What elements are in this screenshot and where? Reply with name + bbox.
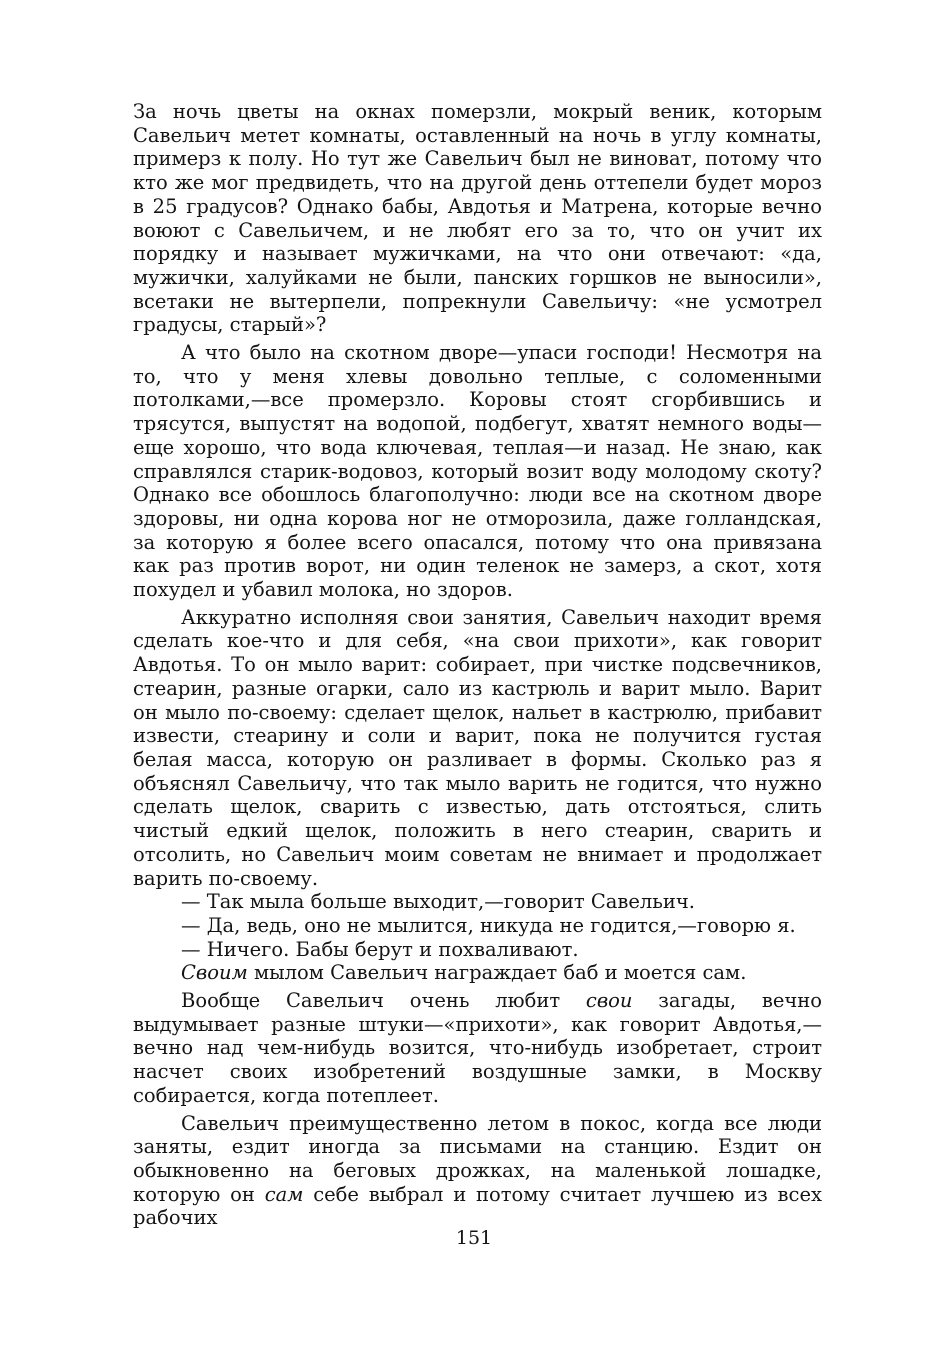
paragraph-cattle-yard: А что было на скотном дворе—упаси господи! Несмотря на то, что у меня хлевы довольно теплые, с соломенными потолками,—все промерзло. Коровы стоят сгорбившись и трясутся, выпустят на водопой, подбегут, хватят немного воды—еще хорошо, что вода ключевая, теплая—и назад. Не знаю, как справлялся старик-водовоз, который возит воду молодому скоту? Однако все обошлось благополучно: люди все на скотном дворе здоровы, ни одна корова ног не отморозила, даже голландская, за которую я более всего опасался, потому что она привязана как раз против ворот, ни один теленок не замерз, а скот, хотя похудел и убавил молока, но здоров. <box>133 341 822 602</box>
paragraph-whims-rest: загады, вечно выдумывает разные штуки—«прихоти», как говорит Авдотья,—вечно над чем-нибудь возится, что-нибудь изобретает, строит насчет своих изобретений воздушные замки, в Москву собирается, когда потеплеет. <box>133 989 822 1107</box>
paragraph-frost: За ночь цветы на окнах померзли, мокрый веник, которым Савельич метет комнаты, оставленный на ночь в углу комнаты, примерз к полу. Но тут же Савельич был не виноват, потому что кто же мог предвидеть, что на другой день оттепели будет мороз в 25 градусов? Однако бабы, Авдотья и Матрена, которые вечно воюют с Савельичем, и не любят его за то, что он учит их порядку и называет мужичками, на что они отвечают: «да, мужички, халуйками не были, панских горшков не выносили», всетаки не вытерпели, попрекнули Савельичу: «не усмотрел градусы, старый»? <box>133 100 822 337</box>
italic-word-svoim: Своим <box>181 961 248 985</box>
dialogue-line-3: — Ничего. Бабы берут и похваливают. <box>181 937 579 961</box>
italic-word-svoi: свои <box>585 989 633 1013</box>
paragraph-own-soap <box>133 961 822 985</box>
paragraph-whims-start: Вообще Савельич очень любит <box>181 989 561 1013</box>
italic-word-sam: сам <box>264 1182 304 1206</box>
paragraph-own-soap-text: мылом Савельич награждает баб и моется сам. <box>253 961 747 985</box>
paragraph-soap-making: Аккуратно исполняя свои занятия, Савельич находит время сделать кое-что и для себя, «на свои прихоти», как говорит Авдотья. То он мыло варит: собирает, при чистке подсвечников, стеарин, разные огарки, сало из кастрюль и варит мыло. Варит он мыло по-своему: сделает щелок, нальет в кастрюлю, прибавит извести, стеарину и соли и варит, пока не получится густая белая масса, которую он разливает в формы. Сколько раз я объяснял Савельичу, что так мыло варить не годится, что нужно сделать щелок, сварить с известью, дать отстояться, слить чистый едкий щелок, положить в него стеарин, сварить и отсолить, но Савельич моим советам не внимает и продолжает варить по-своему. <box>133 605 822 890</box>
paragraph-whims <box>133 989 822 1108</box>
dialogue-line-1: — Так мыла больше выходит,—говорит Савельич. <box>181 890 695 914</box>
paragraph-station-trips <box>133 1112 822 1231</box>
paragraph-station-start: Савельич преимущественно летом в покос, когда все люди заняты, ездит иногда за письмами на станцию. Ездит он обыкновенно на беговых дрожках, на маленькой лошадке, которую он <box>133 1111 822 1206</box>
page-number: 151 <box>455 1227 493 1249</box>
body-text <box>133 100 822 1230</box>
paragraph-station-rest: себе выбрал и потому считает лучшею из всех рабочих <box>133 1182 822 1230</box>
dialogue-line-2: — Да, ведь, оно не мылится, никуда не годится,—говорю я. <box>181 913 796 937</box>
